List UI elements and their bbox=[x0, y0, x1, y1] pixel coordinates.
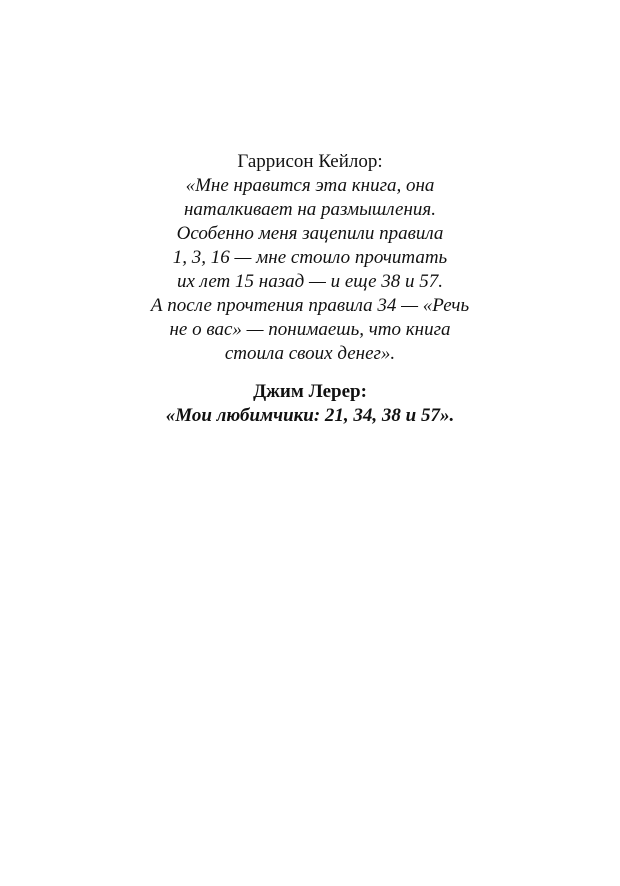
second-quote-block bbox=[80, 380, 540, 428]
first-quote-author: Гаррисон Кейлор: bbox=[237, 151, 383, 172]
first-quote-line-6: А после прочтения правила 34 — «Речь bbox=[150, 295, 470, 316]
first-quote-line-3: Особенно меня зацепили правила bbox=[176, 223, 444, 244]
first-quote-line-2: наталкивает на размышления. bbox=[184, 199, 436, 220]
first-quote-line-1: «Мне нравится эта книга, она bbox=[185, 175, 435, 196]
first-quote-line-4: 1, 3, 16 — мне стоило прочитать bbox=[172, 247, 448, 268]
first-quote-block bbox=[80, 150, 540, 366]
first-quote-line-5: их лет 15 назад — и еще 38 и 57. bbox=[176, 271, 444, 292]
first-quote-line-8: стоила своих денег». bbox=[224, 343, 396, 364]
second-quote-text: «Мои любимчики: 21, 34, 38 и 57». bbox=[165, 405, 455, 426]
second-quote-author: Джим Лерер: bbox=[253, 381, 367, 402]
first-quote-line-7: не о вас» — понимаешь, что книга bbox=[169, 319, 451, 340]
